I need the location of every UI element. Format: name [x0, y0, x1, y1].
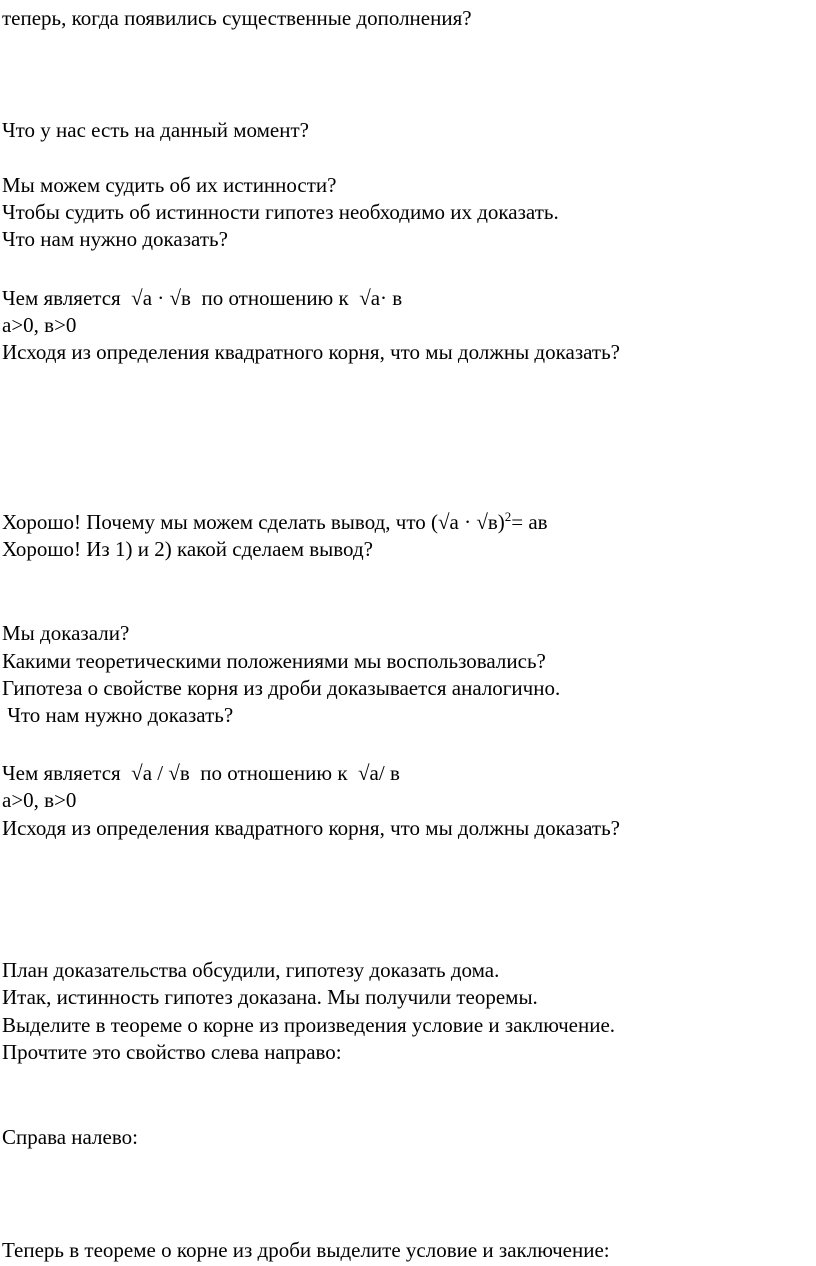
- text-line: Исходя из определения квадратного корня, что мы должны доказать?: [2, 340, 620, 364]
- text-line: Чтобы судить об истинности гипотез необходимо их доказать.: [2, 200, 559, 224]
- text-line-with-superscript: [2, 509, 548, 535]
- text-line: Что нам нужно доказать?: [2, 703, 234, 727]
- text-line: теперь, когда появились существенные дополнения?: [2, 6, 472, 30]
- text-line: Чем является √а · √в по отношению к √а· в: [2, 286, 403, 310]
- text-segment: Хорошо! Почему мы можем сделать вывод, что (√а · √в): [2, 510, 505, 534]
- text-line: Какими теоретическими положениями мы воспользовались?: [2, 649, 546, 673]
- text-line: Что у нас есть на данный момент?: [2, 118, 309, 142]
- text-line: Мы доказали?: [2, 621, 130, 645]
- text-segment: = ав: [511, 510, 548, 534]
- text-line: Что нам нужно доказать?: [2, 227, 228, 251]
- text-line: Выделите в теореме о корне из произведения условие и заключение.: [2, 1013, 616, 1037]
- text-line: Гипотеза о свойстве корня из дроби доказывается аналогично.: [2, 676, 561, 700]
- text-line: Чем является √а / √в по отношению к √а/ в: [2, 761, 400, 785]
- text-line: а>0, в>0: [2, 788, 77, 812]
- text-line: Итак, истинность гипотез доказана. Мы получили теоремы.: [2, 985, 538, 1009]
- text-line: Справа налево:: [2, 1125, 138, 1149]
- text-line: Мы можем судить об их истинности?: [2, 173, 337, 197]
- text-line: Теперь в теореме о корне из дроби выделите условие и заключение:: [2, 1238, 610, 1262]
- text-line: Исходя из определения квадратного корня, что мы должны доказать?: [2, 816, 620, 840]
- text-line: Прочтите это свойство слева направо:: [2, 1040, 342, 1064]
- text-line: План доказательства обсудили, гипотезу доказать дома.: [2, 958, 500, 982]
- superscript-exponent: 2: [504, 509, 512, 524]
- text-line: Хорошо! Из 1) и 2) какой сделаем вывод?: [2, 537, 373, 561]
- text-line: а>0, в>0: [2, 313, 77, 337]
